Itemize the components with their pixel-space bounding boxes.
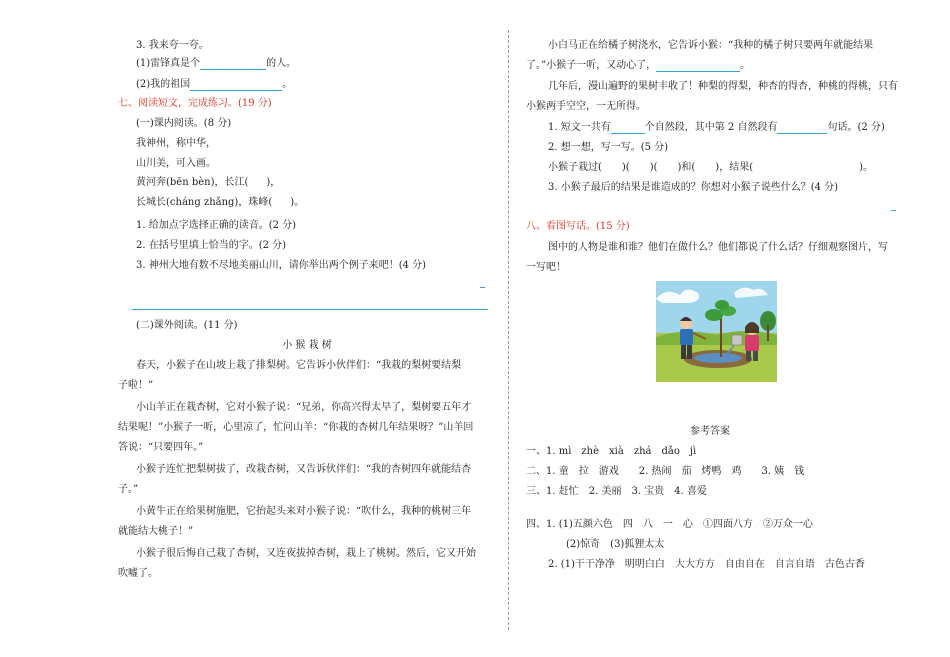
story-line: 了。”小猴子一听，又动心了， 。 <box>526 60 751 71</box>
story-line: 小黄牛正在给果树施肥，它抬起头来对小猴子说：“吹什么，我种的桃树三年 <box>136 506 472 517</box>
column-divider <box>508 30 509 630</box>
answer-line-2: 二、1. 童 拉 游戏 2. 热闹 茄 烤鸭 鸡 3. 姨 钱 <box>526 466 805 477</box>
answer-blank[interactable] <box>656 61 740 72</box>
story-line: 小白马正在给橘子树浇水，它告诉小猴：“我种的橘子树只要两年就能结果 <box>548 40 874 51</box>
story-line: 子。” <box>118 484 139 495</box>
boy-leg <box>687 345 692 359</box>
girl-leg <box>746 351 751 361</box>
poem-line-1: 我神州，称中华， <box>136 138 216 149</box>
girl-shirt <box>745 335 759 351</box>
answer-line-4: 四、1. (1)五颜六色 四 八 一 心 ①四面八方 ②万众一心 <box>526 519 813 530</box>
part1-q2: 2. 在括号里填上恰当的字。(2 分) <box>136 240 287 251</box>
story-line: 小猴子很后悔自己栽了杏树，又连夜拔掉杏树，栽上了桃树。然后，它又开始 <box>136 548 476 559</box>
boy-leg <box>681 345 686 359</box>
story-title: 小 猴 栽 树 <box>282 340 332 351</box>
section-7-title: 七、阅读短文，完成练习。(19 分) <box>118 98 272 109</box>
tree-leaves <box>715 300 729 310</box>
q3-1: (1)雷锋真是个 的人。 <box>136 58 297 69</box>
section-8-text: 图中的人物是谁和谁？他们在做什么？他们都说了什么话？仔细观察图片，写 <box>548 242 888 253</box>
answer-blank[interactable] <box>611 123 645 134</box>
section-8-text: 一写吧！ <box>526 262 566 273</box>
question-2: 2. 想一想，写一写。(5 分) <box>548 142 669 153</box>
question-3: 3. 小猴子最后的结果是谁造成的？你想对小猴子说些什么？(4 分) <box>548 182 839 193</box>
story-line: 子啦！” <box>118 380 154 391</box>
line-mark <box>891 210 896 211</box>
part1-q3: 3. 神州大地有数不尽地美丽山川，请你举出两个例子来吧！(4 分) <box>136 260 427 271</box>
water-puddle <box>694 353 742 363</box>
poem-line-2: 山川美，可入画。 <box>136 158 216 169</box>
girl-leg <box>753 351 758 361</box>
part1-q1: 1. 给加点字选择正确的读音。(2 分) <box>136 220 297 231</box>
line-mark <box>480 287 485 288</box>
answer-line-1: 一、1. mì zhè xià zhá dǎo jì <box>526 446 697 457</box>
bush-trunk <box>767 325 769 341</box>
story-line: 就能结大桃子！” <box>118 526 194 537</box>
question-1: 1. 短文一共有 个自然段，其中第 2 自然段有 句话。(2 分) <box>548 122 885 133</box>
answer-line-3: 三、1. 赶忙 2. 美丽 3. 宝贵 4. 喜爱 <box>526 486 707 497</box>
story-line: 结果呢！”小猴子一听，心里凉了，忙问山羊：“你栽的杏树几年结果呀？”山羊回 <box>118 422 474 433</box>
question-2-fill: 小猴子栽过( )( )( )和( )，结果( )。 <box>548 162 874 173</box>
story-line: 答说：“只要四年。” <box>118 442 204 453</box>
part2-title: (二)课外阅读。(11 分) <box>136 320 238 331</box>
story-line: 几年后，漫山遍野的果树丰收了！种梨的得梨，种杏的得杏，种桃的得桃，只有 <box>548 81 898 92</box>
boy-shirt <box>680 329 693 345</box>
answer-line-5: (2)惊奇 (3)狐狸太太 <box>566 539 665 550</box>
answer-blank[interactable] <box>200 59 266 70</box>
answer-blank[interactable] <box>777 123 827 134</box>
poem-line-3: 黄河奔(bēn bèn)，长江( )， <box>136 177 281 188</box>
answers-title: 参考答案 <box>690 426 730 437</box>
story-line: 小猴子连忙把梨树拔了，改栽杏树，又告诉伙伴们：“我的杏树四年就能结杏 <box>136 464 472 475</box>
kids-planting-tree-illustration <box>656 281 777 382</box>
bucket-icon <box>732 335 742 345</box>
answer-blank[interactable] <box>190 80 282 91</box>
section-8-title: 八、看图写话。(15 分) <box>526 221 630 232</box>
part1-title: (一)课内阅读。(8 分) <box>136 118 232 129</box>
answer-line[interactable] <box>132 309 488 310</box>
answer-line-6: 2. (1)干干净净 明明白白 大大方方 自由自在 自言自语 古色古香 <box>548 559 865 570</box>
story-line: 小山羊正在栽杏树，它对小猴子说：“兄弟，你高兴得太早了，梨树要五年才 <box>136 402 472 413</box>
q3-title: 3. 我来夸一夸。 <box>136 40 209 51</box>
poem-line-4: 长城长(cháng zhǎng)，珠峰( )。 <box>136 197 305 208</box>
story-line: 春天，小猴子在山坡上栽了排梨树。它告诉小伙伴们：“我栽的梨树要结梨 <box>136 360 462 371</box>
q3-2: (2)我的祖国 。 <box>136 79 293 90</box>
story-line: 小猴两手空空，一无所得。 <box>526 101 646 112</box>
story-line: 吹嘘了。 <box>118 568 158 579</box>
